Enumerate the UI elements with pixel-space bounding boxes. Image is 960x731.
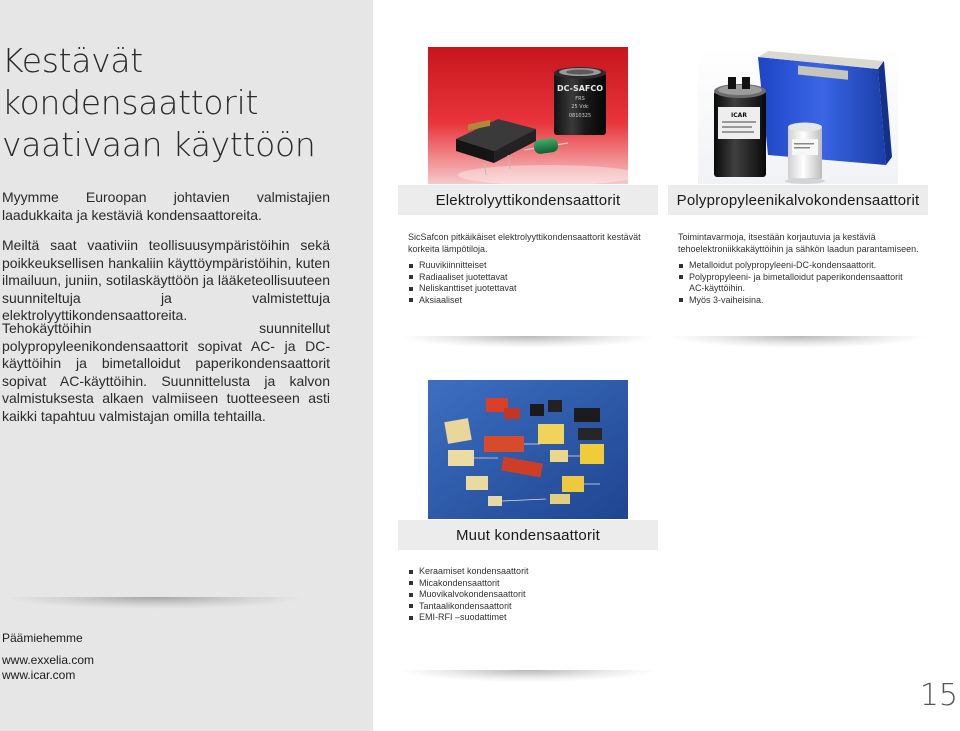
list-item: Metalloidut polypropyleeni-DC-kondensaattorit. xyxy=(678,260,908,272)
partner-link-icar[interactable]: www.icar.com xyxy=(2,668,76,682)
other-capacitors-list xyxy=(408,566,648,624)
list-item: Radiaaliset juotettavat xyxy=(408,272,648,284)
partner-link-exxelia[interactable]: www.exxelia.com xyxy=(2,653,95,667)
section-divider xyxy=(398,670,658,682)
category-description-polypropylene: Toimintavarmoja, itsestään korjautuvia ja kestäviä tehoelektroniikkakäyttöihin ja sähkön laadun parantamiseen. xyxy=(678,232,919,254)
electrolytic-list xyxy=(408,260,648,306)
list-item: Micakondensaattorit xyxy=(408,578,648,590)
list-item: Myös 3-vaiheisina. xyxy=(678,295,908,307)
list-item: Muovikalvokondensaattorit xyxy=(408,589,648,601)
can-brand-label: ICAR xyxy=(731,112,747,119)
manufacturing-paragraph: Tehokäyttöihin suunnitellut polypropyleenikondensaattorit sopivat AC- ja DC-käyttöihin ja bimetalloidut paperikondensaattorit sopivat AC-käyttöihin. Suunnittelusta ja kalvon valmistuksesta alkaen valmiiseen tuotteeseen asti kaikki tapahtuu valmistajan omilla tehtailla. xyxy=(2,320,330,424)
section-divider xyxy=(668,336,928,348)
capacitor-code-label: 0810325 xyxy=(568,113,592,119)
page-title-line: vaativaan käyttöön xyxy=(2,125,316,164)
category-title-other: Muut kondensaattorit xyxy=(398,520,658,550)
list-item: Polypropyleeni- ja bimetalloidut paperikondensaattorit AC-käyttöihin. xyxy=(678,272,908,295)
capacitor-sub-label: FRS xyxy=(575,96,585,102)
electrolytic-capacitors-photo xyxy=(428,47,628,184)
list-item: Tantaalikondensaattorit xyxy=(408,601,648,613)
page-number: 15 xyxy=(919,678,958,713)
list-item: Ruuvikiinnitteiset xyxy=(408,260,648,272)
industries-paragraph: Meiltä saat vaativiin teollisuusympäristöihin sekä poikkeuksellisen hankaliin käyttöympäristöihin, kuten ilmailuun, juniin, sotilaskäyttöön ja lääketeollisuuteen suunniteltuja ja valmistettuja elektrolyyttikondensaattoreita. xyxy=(2,237,330,323)
page-title-line: kondensaattorit xyxy=(2,83,259,122)
section-divider xyxy=(2,597,307,609)
intro-paragraph: Myymme Euroopan johtavien valmistajien laadukkaita ja kestäviä kondensaattoreita. xyxy=(2,189,330,223)
category-title-electrolytic: Elektrolyyttikondensaattorit xyxy=(398,185,658,215)
list-item: EMI-RFI –suodattimet xyxy=(408,612,648,624)
section-divider xyxy=(398,336,658,348)
page-title xyxy=(2,40,362,166)
other-capacitors-photo xyxy=(428,380,628,519)
partners-heading: Päämiehemme xyxy=(2,631,83,645)
capacitor-brand-label: DC-SAFCO xyxy=(556,84,604,93)
category-title-polypropylene: Polypropyleenikalvokondensaattorit xyxy=(668,185,928,215)
list-item: Aksiaaliset xyxy=(408,295,648,307)
page-title-line: Kestävät xyxy=(2,41,143,80)
category-description-electrolytic: SicSafcon pitkäikäiset elektrolyyttikondensaattorit kestävät korkeita lämpötiloja. xyxy=(408,232,641,254)
list-item: Keraamiset kondensaattorit xyxy=(408,566,648,578)
polypropylene-list xyxy=(678,260,908,306)
capacitor-rating-label: 25 Vdc xyxy=(571,104,589,110)
polypropylene-capacitors-photo xyxy=(698,47,898,184)
list-item: Neliskanttiset juotettavat xyxy=(408,283,648,295)
